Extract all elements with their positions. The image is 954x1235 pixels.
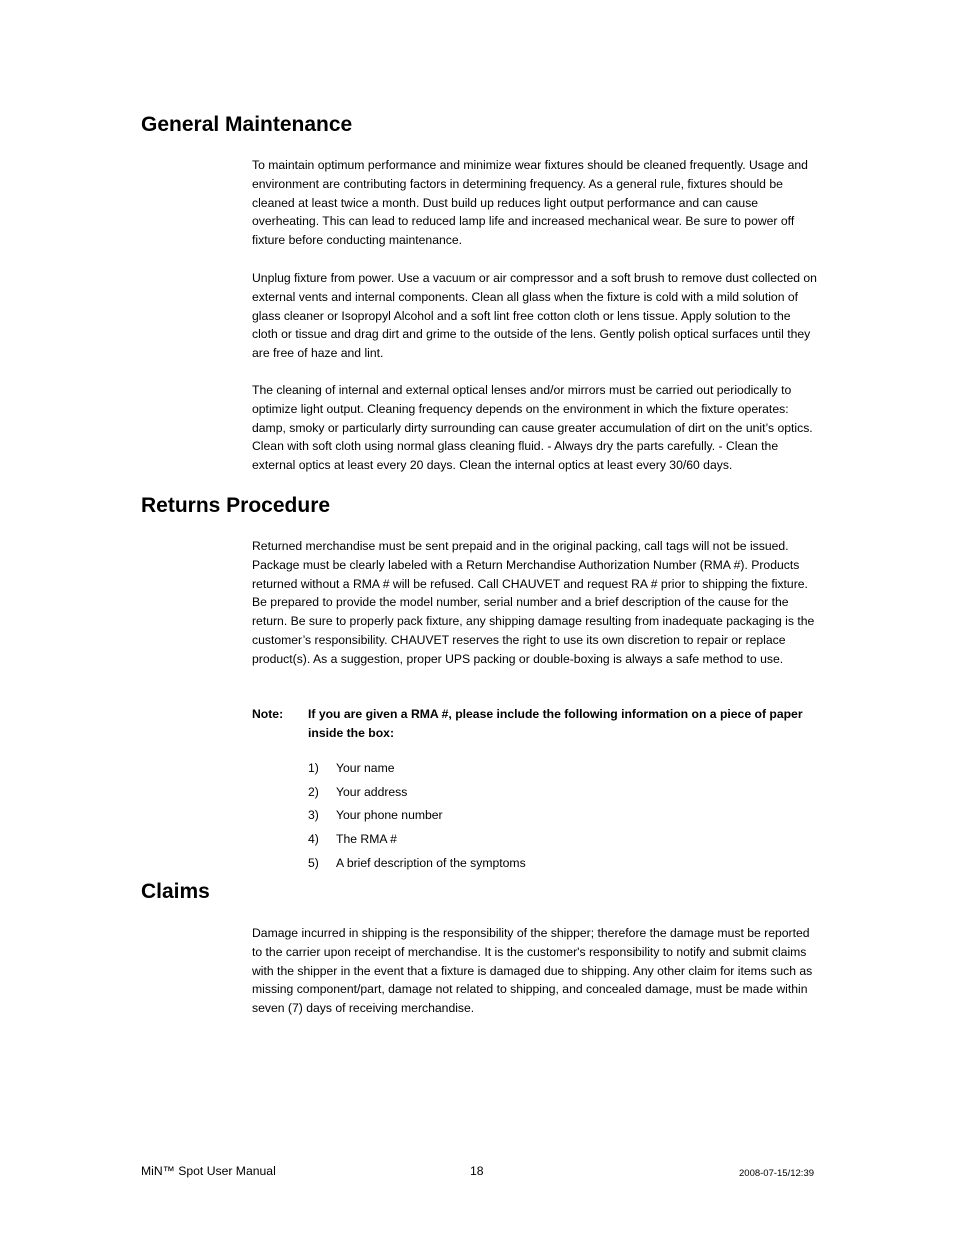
list-item-number: 1) [308,761,319,775]
maintenance-paragraph-2: Unplug fixture from power. Use a vacuum or air compressor and a soft brush to remove dust collected on external vents and internal components. Clean all glass when the fixture is cold with a mild solution of glass cleaner or Isopropyl Alcohol and a soft lint free cotton cloth or lens tissue. Apply solution to the cloth or tissue and drag dirt and grime to the outside of the lens. Gently polish optical surfaces until they are free of haze and lint. [252,271,817,361]
list-item-number: 4) [308,832,319,846]
list-item-number: 3) [308,808,319,822]
list-item-text: The RMA # [336,832,397,846]
list-item-number: 5) [308,856,319,870]
list-item [308,855,526,871]
claims-paragraph: Damage incurred in shipping is the responsibility of the shipper; therefore the damage must be reported to the carrier upon receipt of merchandise. It is the customer's responsibility to notify and submit claims with the shipper in the event that a fixture is damaged due to shipping. Any other claim for items such as missing component/part, damage not related to shipping, and concealed damage, must be made within seven (7) days of receiving merchandise. [252,926,813,1016]
general-maintenance-heading: General Maintenance [141,113,353,136]
list-item-text: A brief description of the symptoms [336,856,526,870]
claims-heading: Claims [141,880,210,903]
returns-procedure-heading: Returns Procedure [141,494,331,517]
note-label: Note: [252,707,284,721]
maintenance-paragraph-3: The cleaning of internal and external optical lenses and/or mirrors must be carried out periodically to optimize light output. Cleaning frequency depends on the environment in which the fixture operates: damp, smoky or particularly dirty surrounding can cause greater accumulation of dirt on the unit’s optics. Clean with soft cloth using normal glass cleaning fluid. - Always dry the parts carefully. - Clean the external optics at least every 20 days. Clean the internal optics at least every 30/60 days. [252,383,813,473]
footer-date: 2008-07-15/12:39 [739,1168,815,1179]
list-item [308,807,443,823]
note-text: If you are given a RMA #, please include the following information on a piece of paper inside the box: [308,707,803,740]
list-item-text: Your name [336,761,395,775]
list-item [308,784,407,800]
list-item [308,831,397,847]
footer-page-number: 18 [470,1164,484,1178]
list-item-text: Your address [336,785,408,799]
footer-manual-title: MiN™ Spot User Manual [141,1164,276,1178]
maintenance-paragraph-1: To maintain optimum performance and minimize wear fixtures should be cleaned frequently. Usage and environment are contributing factors in determining frequency. As a general rule, fixtures should be cleaned at least twice a month. Dust build up reduces light output performance and can cause overheating. This can lead to reduced lamp life and increased mechanical wear. Be sure to power off fixture before conducting maintenance. [252,158,808,248]
list-item [308,760,395,776]
list-item-text: Your phone number [336,808,443,822]
returns-paragraph: Returned merchandise must be sent prepaid and in the original packing, call tags will not be issued. Package must be clearly labeled with a Return Merchandise Authorization Number (RMA #). Products returned without a RMA # will be refused. Call CHAUVET and request RA # prior to shipping the fixture. Be prepared to provide the model number, serial number and a brief description of the cause for the return. Be sure to properly pack fixture, any shipping damage resulting from inadequate packaging is the customer’s responsibility. CHAUVET reserves the right to use its own discretion to repair or replace product(s). As a suggestion, proper UPS packing or double-boxing is always a safe method to use. [252,539,815,666]
list-item-number: 2) [308,785,319,799]
